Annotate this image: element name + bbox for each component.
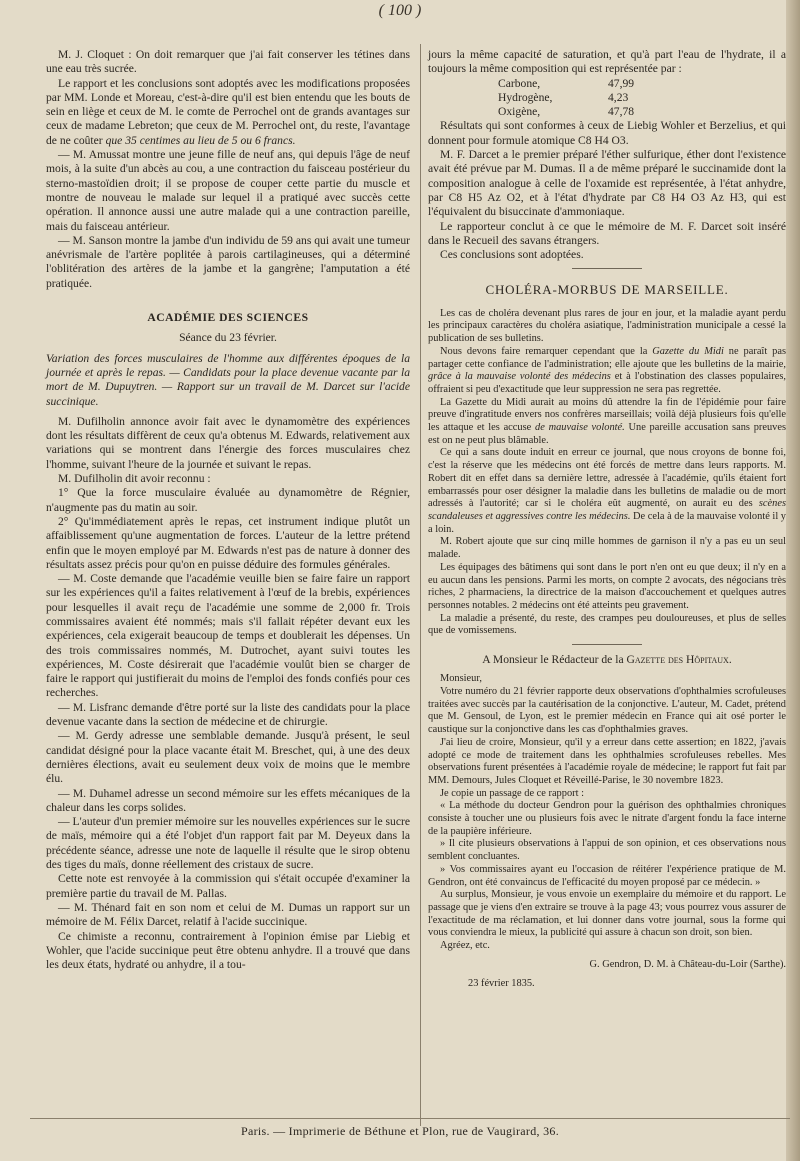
paragraph: jours la même capacité de saturation, et qu'à part l'eau de l'hydrate, il a toujours la même composition qui est représentée par : <box>428 48 786 76</box>
paragraph: Je copie un passage de ce rapport : <box>440 787 584 799</box>
cholera-article <box>428 308 786 638</box>
element-value: 47,78 <box>608 105 635 119</box>
paragraph: Les équipages des bâtimens qui sont dans le port n'en ont eu que deux; il n'y en a eu aucun dans les pensions. Parmi les morts, on compte 2 avocats, des négocians très riches, 2 pharmaciens, la directrice de la maison d'accouchement et quelques autres personnes notables. 2 médecins ont été atteints peu gravement. <box>428 561 786 611</box>
column-rule <box>420 44 421 1126</box>
letter-title: A Monsieur le Rédacteur de la Gazette des Hôpitaux. <box>482 653 732 667</box>
paragraph: — M. Lisfranc demande d'être porté sur la liste des candidats pour la place devenue vacante dans la section de médecine et de chirurgie. <box>46 700 410 729</box>
section-divider <box>572 268 642 269</box>
session-summary: Variation des forces musculaires de l'homme aux différentes époques de la journée et après le repas. — Candidats pour la place devenue vacante par la mort de M. Dupuytren. — Rapport sur un travail de M. Darcet sur l'acide succinique. <box>46 351 410 408</box>
salutation: Monsieur, <box>440 673 483 685</box>
paragraph: M. Dufilholin annonce avoir fait avec le dynamomètre des expériences dont les résultats diffèrent de ceux qu'a obtenus M. Edwards, relativement aux variations qui se montrent dans l'énergie des forces musculaires chez l'homme, suivant l'heure de la journée et suivant le repas. <box>46 414 410 471</box>
paragraph: J'ai lieu de croire, Monsieur, qu'il y a erreur dans cette assertion; en 1822, j'avais adopté ce mode de traitement dans les ophthalmies scrofuleuses rebelles. Mes observations furent présentées à l'académie royale de médecine; le rapport fut fait par MM. Demours, Jules Cloquet et Réveillé-Parise, le 30 novembre 1823. <box>428 736 786 786</box>
paragraph: Ce qui a sans doute induit en erreur ce journal, que nous croyons de bonne foi, c'est la réserve que les médecins ont été forcés de mettre dans leurs rapports. M. Robert dit en effet dans sa dernière lettre, adressée à l'académie, qu'ils étaient fort embarrassés pour oser désigner la maladie dans les bulletins de maladie ou de mort adressés à l'autorité; car si le choléra eût augmenté, on aurait eu des scènes scandaleuses et aggressives contre les médecins. De cela à de la mauvaise volonté il y a loin. <box>428 447 787 535</box>
page-number: ( 100 ) <box>378 2 422 19</box>
paragraph: — L'auteur d'un premier mémoire sur les nouvelles expériences sur le sucre de maïs, mémoire qui a été l'objet d'un rapport fait par M. Deyeux dans la précédente séance, adresse une note de laquelle il résulte que le sirop obtenu des tiges du maïs, donne réellement des cristaux de sucre. <box>46 815 410 872</box>
paragraph: 2° Qu'immédiatement après le repas, cet instrument indique plutôt un affaiblissement qu'une augmentation de forces. L'auteur de la lettre prétend enfin que le moyen employé par M. Edwards n'est pas de nature à donner des résultats assez précis pour qu'on en puisse déduire des formules générales. <box>46 514 410 571</box>
quote-paragraph: « La méthode du docteur Gendron pour la guérison des ophthalmies chroniques consiste à toucher une ou plusieurs fois avec le nitrate d'argent fondu la face interne de la paupière inférieure. <box>428 800 786 837</box>
element-value: 4,23 <box>608 90 629 104</box>
paragraph: — M. Coste demande que l'académie veuille bien se faire faire un rapport sur les expériences qu'il a faites relativement à l'œuf de la brebis, expériences pour lesquelles il avait reçu de l'académie une somme de 2,000 fr. Trois commissaires avaient été nommés; mais s'il fallait répéter devant eux les expériences, cela exigerait beaucoup de temps et doublerait les dépenses. Un des trois commissaires nommés, M. Dutrochet, ayant suivi toutes les expériences, M. Coste désirerait que l'académie voulût bien se charger de faire le rapport qui justifierait du moins de l'emploi des fonds confiés pour ces recherches. <box>46 572 410 700</box>
paragraph: — M. Thénard fait en son nom et celui de M. Dumas un rapport sur un mémoire de M. Félix Darcet, relatif à l'acide succinique. <box>46 900 410 929</box>
element-label: Hydrogène, <box>498 90 553 104</box>
paragraph: — M. Amussat montre une jeune fille de neuf ans, qui depuis l'âge de neuf mois, à la suite d'un abcès au cou, a une contraction du faisceau postérieur du sterno-mastoïdien droit; il se propose de couper cette partie du muscle et montre de nouveau le malade sur lequel il a pratiqué avec succès cette opération. Il annonce aussi une autre malade qui a une contraction pareille, mais du faisceau antérieur. <box>46 148 410 233</box>
paragraph: Les cas de choléra devenant plus rares de jour en jour, et la maladie ayant perdu les principaux caractères du choléra asiatique, l'administration municipale a cessé la publication de ses bulletins. <box>428 307 786 345</box>
printer-footer: Paris. — Imprimerie de Béthune et Plon, rue de Vaugirard, 36. <box>240 1124 559 1138</box>
paragraph: — M. Duhamel adresse un second mémoire sur les effets mécaniques de la chaleur dans les corps solides. <box>46 786 410 814</box>
footer-rule <box>30 1118 790 1119</box>
paragraph: M. J. Cloquet : On doit remarquer que j'ai fait conserver les tétines dans une eau très sucrée. <box>46 48 410 76</box>
paragraph: M. Robert ajoute que sur cinq mille hommes de garnison il n'y a pas eu un seul malade. <box>428 536 786 561</box>
paragraph: Nous devons faire remarquer cependant que la Gazette du Midi ne paraît pas partager cette confiance de l'administration; elle ajoute que les bulletins de la mairie, grâce à la mauvaise volonté des médecins et à l'obstination des classes populaires, offraient si peu d'exactitude que leur suppression ne sera pas regrettée. <box>428 345 786 395</box>
paragraph: Ces conclusions sont adoptées. <box>440 248 584 262</box>
quote-paragraph: » Vos commissaires ayant eu l'occasion de réitérer l'expérience pratique de M. Gendron, ont été convaincus de l'efficacité du moyen proposé par ce médecin. » <box>428 863 786 888</box>
paragraph: M. Dufilholin dit avoir reconnu : <box>58 472 211 486</box>
composition-table <box>498 77 786 120</box>
paragraph: — M. Gerdy adresse une semblable demande. Jusqu'à présent, le seul candidat désigné pour la place vacante était M. Breschet, qui, à une des deux dernières élections, avait eu seulement deux voix de moins que le membre élu. <box>46 729 410 786</box>
paragraph: 1° Que la force musculaire évaluée au dynamomètre de Régnier, n'augmente pas du matin au soir. <box>46 486 410 514</box>
paragraph: Au surplus, Monsieur, je vous envoie un exemplaire du mémoire et du rapport. Le passage que je viens d'en extraire se trouve à la page 43; vous pourrez vous assurer de l'exactitude de ma réclamation, et lui donner dans votre journal, sous la forme qui vous conviendra le mieux, la publicité qui assure à chacun son droit, son bien. <box>428 889 786 939</box>
letter-body <box>428 673 786 990</box>
paragraph: La Gazette du Midi aurait au moins dû attendre la fin de l'épidémie pour faire preuve d'ingratitude envers nos confrères marseillais; voilà déjà plusieurs fois qu'elle les attaque et les accuse de mauvaise volonté. Une pareille accusation sans preuves est on ne peut plus blâmable. <box>428 396 787 446</box>
paragraph: Résultats qui sont conformes à ceux de Liebig Wohler et Berzelius, et qui donnent pour formule atomique C8 H4 O3. <box>428 119 786 147</box>
paragraph: — M. Sanson montre la jambe d'un individu de 59 ans qui avait une tumeur anévrismale de l'artère poplitée à parois cartilagineuses, qui a déterminé l'oblitération des artères de la jambe et la gangrène; l'amputation a été pratiquée. <box>46 233 410 290</box>
element-label: Carbone, <box>498 76 541 90</box>
signature: G. Gendron, D. M. à Château-du-Loir (Sarthe). <box>589 958 786 970</box>
paragraph: Cette note est renvoyée à la commission qui s'était occupée d'examiner la première partie du travail de M. Pallas. <box>46 872 410 900</box>
session-date: Séance du 23 février. <box>179 331 277 345</box>
closing: Agréez, etc. <box>440 940 490 952</box>
article-title: CHOLÉRA-MORBUS DE MARSEILLE. <box>485 282 729 298</box>
element-value: 47,99 <box>608 76 635 90</box>
paragraph: Le rapport et les conclusions sont adoptés avec les modifications proposées par MM. Londe et Moreau, c'est-à-dire qu'il est bien entendu que les bouts de sein en liège et ceux de M. le comte de Perrochel ont de grands avantages sur ceux de madame Lebreton; que ceux de M. Perrochel ont, du reste, l'avantage de ne coûter que 35 centimes au lieu de 5 ou 6 francs. <box>46 76 410 147</box>
section-heading: ACADÉMIE DES SCIENCES <box>147 311 309 325</box>
page-edge <box>786 0 800 1161</box>
paragraph: Ce chimiste a reconnu, contrairement à l'opinion émise par Liebig et Wohler, que l'acide succinique peut être obtenu anhydre. Il a trouvé que dans les deux états, hydraté ou anhydre, il a tou- <box>46 929 410 972</box>
element-label: Oxigène, <box>498 105 541 119</box>
paragraph: Le rapporteur conclut à ce que le mémoire de M. F. Darcet soit inséré dans le Recueil des savans étrangers. <box>428 219 786 247</box>
left-column <box>46 48 410 972</box>
right-column <box>428 48 786 990</box>
letter-date: 23 février 1835. <box>468 977 535 989</box>
section-divider <box>572 644 642 645</box>
paragraph: Votre numéro du 21 février rapporte deux observations d'ophthalmies scrofuleuses traitées avec succès par la cautérisation de la conjonctive. L'auteur, M. Cadet, prétend que M. Gensoul, de Lyon, est le premier médecin en France qui ait osé porter le caustique sur la conjonctive dans les cas d'ophthalmies graves. <box>428 686 786 736</box>
paragraph: M. F. Darcet a le premier préparé l'éther sulfurique, éther dont l'existence avait été prévue par M. Dumas. Il a de même préparé le succinamide dont la composition analogue à celle de l'oxamide est représentée, à l'état anhydre, par C8 H5 Az O2, et à l'état d'hydrate par C8 H4 O3 Az H3, qui est l'équivalent du bisuccinate d'ammoniaque. <box>428 148 786 219</box>
quote-paragraph: » Il cite plusieurs observations à l'appui de son opinion, et ces observations nous semblent concluantes. <box>428 838 786 863</box>
paragraph: La maladie a présenté, du reste, des crampes peu douloureuses, et plus de selles que de vomissemens. <box>428 612 786 637</box>
